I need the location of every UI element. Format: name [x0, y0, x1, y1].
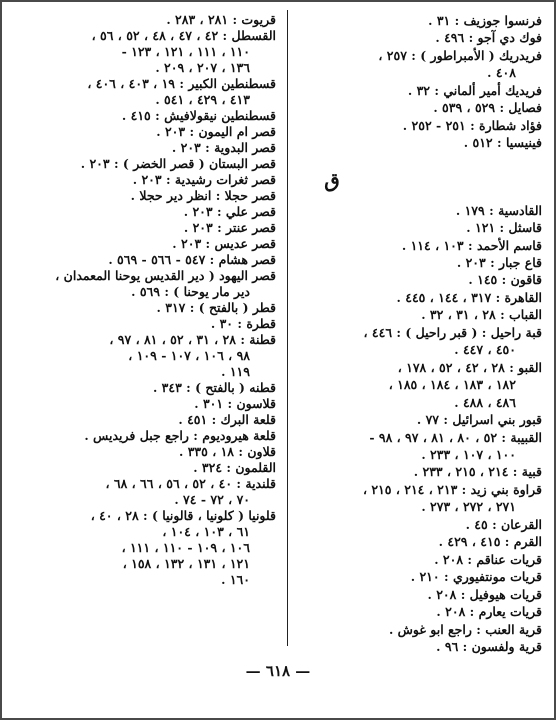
- right-top-entries: [298, 12, 542, 152]
- section-letter-heading: ق: [324, 167, 340, 192]
- index-entry-line: قلعة البرك : ٤٥١ .: [178, 412, 276, 427]
- index-entry-line: قسطنطين نيقولافيش : ٤١٥ .: [121, 108, 276, 123]
- index-entry-line: قسطنطين الكبير : ١٩ ، ٤٠٣ ، ٤٠٦ ،: [87, 76, 276, 91]
- index-entry-line: قصر البستان ( قصر الخضر ) : ٢٠٣ .: [80, 156, 276, 171]
- index-entry-line: قلونيا ( كلونيا ، قالونيا ) : ٢٨ ، ٤٠ ،: [90, 508, 276, 523]
- index-entry-line: قبة راحيل : ( قبر راحيل ) : ٤٤٦ ،: [363, 324, 542, 340]
- index-entry-line: قطر ( بالفتح ) : ٣١٧ .: [156, 300, 276, 315]
- index-entry-line: قصر حجلا : انظر دير حجلا .: [130, 188, 276, 203]
- index-entry-line: فريديك أمير ألماني : ٣٢ .: [407, 82, 542, 98]
- index-entry-line: فينيسيا : ٥١٢ .: [463, 135, 542, 151]
- index-entry-line: ٤٠٨ .: [487, 65, 516, 81]
- index-entry-line: القرم : ٤١٥ ، ٤٢٩ .: [438, 534, 542, 550]
- index-entry-line: قبور بني اسرائيل : ٧٧ .: [416, 412, 542, 428]
- index-entry-line: قلعة هيروديوم : راجع جبل فريديس .: [84, 428, 276, 443]
- index-entry-line: قرية ولفسون : ٩٦ .: [436, 638, 542, 654]
- index-entry-line: دير مار يوحنا ) : ٥٦٩ .: [131, 284, 250, 299]
- index-entry-line: ٧٠ ، ٧٢ - ٧٤ .: [174, 492, 250, 507]
- left-entries: [18, 12, 276, 588]
- index-entry-line: ١٠٠ ، ١٠٧ ، ٢٣٣ .: [421, 446, 516, 462]
- index-entry-line: ١٨٢ ، ١٨٣ ، ١٨٤ ، ١٨٥ ،: [388, 377, 516, 393]
- index-entry-line: القادسية : ١٧٩ .: [455, 202, 542, 218]
- index-entry-line: قصر هشام : ٥٤٧ - ٥٦٦ - ٥٦٩ .: [108, 252, 276, 267]
- index-entry-line: قلاسون : ٣٠١ .: [194, 396, 276, 411]
- index-entry-line: القاهرة : ٣١٧ ، ١٤٤ ، ٤٤٥ .: [396, 289, 542, 305]
- index-entry-line: القبو : ٢٨ ، ٤٢ ، ٥٢ ، ١٧٨ ،: [397, 359, 542, 375]
- index-entry-line: قريات يعارم : ٢٠٨ .: [436, 604, 542, 620]
- column-divider: [287, 10, 288, 646]
- index-entry-line: القرعان : ٤٥ .: [465, 516, 542, 532]
- index-entry-line: قاع جبار : ٢٠٣ .: [456, 254, 542, 270]
- index-entry-line: فرنسوا جوزيف : ٣١ .: [428, 13, 542, 28]
- index-entry-line: ١١٠ ، ١١١ ، ١٢١ ، ١٢٣ -: [121, 44, 250, 59]
- right-index-column: [298, 12, 542, 655]
- index-entry-line: فصايل : ٥٢٩ ، ٥٣٩ .: [433, 100, 542, 116]
- index-entry-line: قصر ثغرات رشيدية : ٢٠٣ .: [132, 172, 276, 187]
- index-entry-line: قاسم الأحمد : ١٠٣ ، ١١٤ .: [401, 237, 542, 253]
- index-entry-line: قاسثل : ١٢١ .: [466, 220, 542, 236]
- index-entry-line: قرية العنب : راجع ابو غوش .: [388, 621, 542, 637]
- index-entry-line: قريوت : ٢٨١ ، ٢٨٣ .: [166, 12, 276, 27]
- index-entry-line: القسطل : ٤٢ ، ٤٧ ، ٤٨ ، ٥٢ ، ٥٦ ،: [91, 28, 276, 43]
- index-entry-line: ٦١ ، ١٠٣ ، ١٠٤ ،: [162, 524, 250, 539]
- index-entry-line: ١٦٠ .: [221, 572, 250, 587]
- index-entry-line: قاقون : ١٤٥ .: [468, 272, 542, 288]
- index-entry-line: ٤٥٠ ، ٤٤٧ .: [454, 342, 516, 358]
- page-number: — ٦١٨ —: [245, 662, 311, 680]
- index-entry-line: القباب : ٢٨ ، ٣١ ، ٣٢ .: [421, 307, 542, 323]
- index-entry-line: ٢٧١ ، ٢٧٢ ، ٢٧٣ .: [421, 499, 516, 515]
- index-entry-line: قطنه ( بالفتح ) : ٣٤٣ .: [152, 380, 276, 395]
- index-entry-line: ١٠٦ ، ١٠٩ - ١١٠ ، ١١١ ،: [121, 540, 250, 555]
- index-entry-line: قريات مونتفيوري : ٢١٠ .: [410, 569, 542, 585]
- index-entry-line: ١١٩ .: [221, 364, 250, 379]
- index-entry-line: قطنة : ٢٨ ، ٣١ ، ٥٢ ، ٨١ ، ٩٧ ،: [109, 332, 276, 347]
- index-entry-line: ٤١٣ ، ٤٢٩ ، ٥٤١ .: [155, 92, 250, 107]
- index-entry-line: قصر اليهود ( دير القديس يوحنا المعمدان ،: [55, 268, 276, 283]
- index-entry-line: قطرة : ٣٠ .: [210, 316, 276, 331]
- index-entry-line: قراوة بني زيد : ٢١٣ ، ٢١٤ ، ٢١٥ ،: [362, 481, 542, 497]
- index-entry-line: قصر ام اليمون : ٢٠٣ .: [156, 124, 276, 139]
- index-entry-line: القلمون : ٣٢٤ .: [193, 460, 276, 475]
- right-bottom-entries: [298, 202, 542, 656]
- index-entry-line: فؤاد شطارة : ٢٥١ - ٢٥٢ .: [402, 117, 542, 133]
- index-entry-line: ١٣٦ ، ٢٠٧ ، ٢٠٩ .: [155, 60, 250, 75]
- index-entry-line: ١٢١ ، ١٣١ ، ١٣٢ ، ١٥٨ ،: [122, 556, 250, 571]
- index-entry-line: قريات عناقم : ٢٠٨ .: [434, 551, 542, 567]
- index-entry-line: ٩٨ ، ١٠٦ ، ١٠٧ - ١٠٩ ،: [128, 348, 250, 363]
- index-entry-line: قريات هيوفيل : ٢٠٨ .: [427, 586, 542, 602]
- index-entry-line: قصر البدوية : ٢٠٣ .: [171, 140, 276, 155]
- index-entry-line: القبيبة : ٥٢ ، ٨٠ ، ٨١ ، ٩٧ ، ٩٨ -: [369, 429, 542, 445]
- index-entry-line: قبية : ٢١٤ ، ٢١٥ ، ٢٣٣ .: [413, 464, 542, 480]
- index-entry-line: ٤٨٦ ، ٤٨٨ .: [454, 394, 516, 410]
- index-entry-line: فريدريك ( الأمبراطور ) : ٢٥٧ ،: [378, 47, 542, 63]
- left-index-column: [18, 12, 276, 588]
- index-entry-line: قصر عديس : ٢٠٣ .: [172, 236, 276, 251]
- index-entry-line: قصر عنتر : ٢٠٣ .: [183, 220, 276, 235]
- index-entry-line: فوك دي آجو : ٤٩٦ .: [435, 30, 542, 46]
- index-entry-line: قلندية : ٤٠ ، ٥٢ ، ٥٦ ، ٦٦ ، ٦٨ ،: [105, 476, 276, 491]
- index-entry-line: قصر علي : ٢٠٣ .: [183, 204, 276, 219]
- index-entry-line: قلاون : ١٨ ، ٣٣٥ .: [178, 444, 276, 459]
